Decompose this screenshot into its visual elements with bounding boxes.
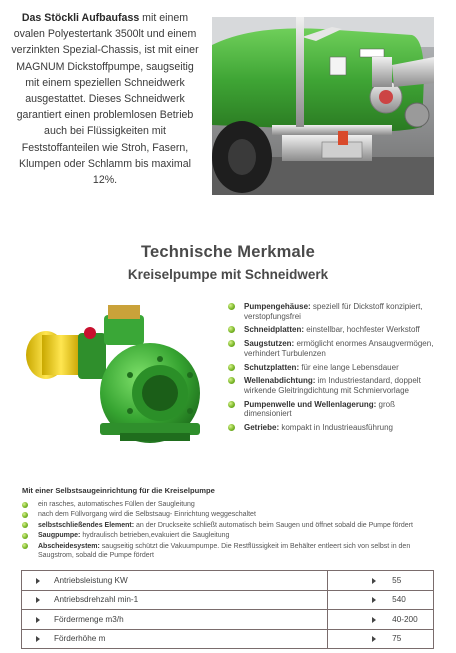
arrow-right-icon bbox=[372, 617, 376, 623]
table-row bbox=[22, 571, 434, 591]
spec-label: Antriebsleistung KW bbox=[54, 575, 128, 585]
green-bullet-icon bbox=[22, 502, 28, 508]
green-bullet-icon bbox=[22, 533, 28, 539]
green-bullet-icon bbox=[22, 522, 28, 528]
green-bullet-icon bbox=[228, 303, 235, 310]
selfpriming-item: ein rasches, automatisches Füllen der Saugleitung bbox=[22, 500, 442, 509]
selfpriming-title: Mit einer Selbstsaugeinrichtung für die Kreiselpumpe bbox=[22, 486, 215, 495]
pump-illustration bbox=[20, 295, 220, 455]
intro-paragraph bbox=[10, 10, 200, 188]
arrow-right-icon bbox=[372, 597, 376, 603]
spec-table bbox=[21, 570, 434, 649]
green-bullet-icon bbox=[228, 424, 235, 431]
spec-value: 40-200 bbox=[392, 614, 418, 624]
feature-item: Schneidplatten: einstellbar, hochfester Werkstoff bbox=[228, 325, 443, 335]
selfpriming-item: Abscheidesystem: saugseitig schützt die Vakuumpumpe. Die Restflüssigkeit im Behälter entleert sich von selbst in den Saugstrom, sobald die Pumpe fördert bbox=[22, 542, 442, 560]
intro-text: mit einem ovalen Polyestertank 3500lt und einem verzinkten Spezial-Chassis, ist mit einer MAGNUM Dickstoffpumpe, saugseitig mit einem speziellen Schneidwerk ausgestattet. Dieses Schneidwerk garantiert einen problemlosen Betrieb auch bei Flüssigkeiten mit Feststoffanteilen wie Stroh, Fasern, Klumpen oder Schlamm bis maximal 12%. bbox=[11, 12, 199, 187]
arrow-right-icon bbox=[372, 636, 376, 642]
feature-item: Schutzplatten: für eine lange Lebensdauer bbox=[228, 363, 443, 373]
green-bullet-icon bbox=[228, 326, 235, 333]
spec-value: 55 bbox=[392, 575, 402, 585]
section-title: Technische Merkmale bbox=[140, 243, 316, 261]
arrow-right-icon bbox=[36, 597, 40, 603]
section-subtitle: Kreiselpumpe mit Schneidwerk bbox=[127, 267, 329, 282]
green-bullet-icon bbox=[22, 543, 28, 549]
table-row bbox=[22, 610, 434, 630]
feature-item: Saugstutzen: ermöglicht enormes Ansaugvermögen, verhindert Turbulenzen bbox=[228, 339, 443, 358]
selfpriming-item: selbstschließendes Element: an der Druckseite schließt automatisch beim Saugen und öffnet sobald die Pumpe fördert bbox=[22, 521, 442, 530]
green-bullet-icon bbox=[228, 364, 235, 371]
tanker-photo bbox=[212, 17, 434, 195]
arrow-right-icon bbox=[36, 636, 40, 642]
green-bullet-icon bbox=[22, 512, 28, 518]
green-bullet-icon bbox=[228, 401, 235, 408]
selfpriming-list bbox=[22, 500, 442, 561]
feature-list bbox=[228, 302, 443, 437]
selfpriming-item: Saugpumpe: hydraulisch betrieben,evakuiert die Saugleitung bbox=[22, 531, 442, 540]
feature-item: Pumpenwelle und Wellenlagerung: groß dimensioniert bbox=[228, 400, 443, 419]
arrow-right-icon bbox=[36, 617, 40, 623]
spec-label: Antriebsdrehzahl min-1 bbox=[54, 595, 139, 605]
green-bullet-icon bbox=[228, 377, 235, 384]
spec-value: 75 bbox=[392, 634, 402, 644]
intro-brand: Das Stöckli Aufbaufass bbox=[21, 12, 140, 24]
spec-value: 540 bbox=[392, 595, 406, 605]
selfpriming-item: nach dem Füllvorgang wird die Selbstsaug- Einrichtung weggeschaltet bbox=[22, 510, 442, 519]
green-bullet-icon bbox=[228, 340, 235, 347]
feature-item: Getriebe: kompakt in Industrieausführung bbox=[228, 423, 443, 433]
arrow-right-icon bbox=[36, 578, 40, 584]
table-row bbox=[22, 590, 434, 610]
feature-item: Wellenabdichtung: im Industriestandard, doppelt wirkende Gleitringdichtung mit Schmiervorlage bbox=[228, 376, 443, 395]
arrow-right-icon bbox=[372, 578, 376, 584]
feature-item: Pumpengehäuse: speziell für Dickstoff konzipiert, verstopfungsfrei bbox=[228, 302, 443, 321]
spec-label: Förderhöhe m bbox=[54, 634, 106, 644]
table-row bbox=[22, 629, 434, 649]
spec-label: Fördermenge m3/h bbox=[54, 614, 124, 624]
